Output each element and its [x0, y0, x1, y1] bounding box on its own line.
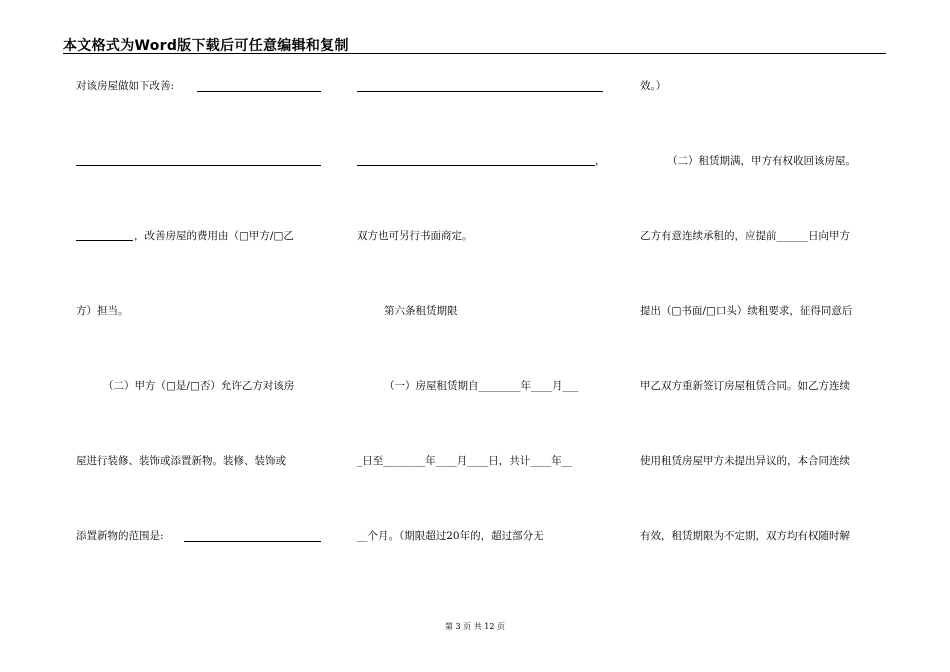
col1-blank-7 [184, 541, 321, 542]
col3-line-7: 有效，租赁期限为不定期，双方均有权随时解 [640, 530, 850, 542]
col1-line-7: 添置新物的范围是: [76, 530, 164, 542]
col1-blank-3 [76, 240, 133, 241]
col3-line-6: 使用租赁房屋甲方未提出异议的，本合同连续 [640, 455, 850, 467]
col2-line-6: _日至________年____月____日，共计____年__ [357, 455, 573, 467]
col2-line-7: __个月。（期限超过20年的，超过部分无 [357, 530, 544, 542]
col1-line-6: 屋进行装修、装饰或添置新物。装修、装饰或 [76, 455, 286, 467]
col3-line-1: 效。） [640, 80, 667, 92]
header-divider [63, 53, 886, 54]
col2-blank-2 [357, 165, 595, 166]
col1-blank-1 [197, 91, 321, 92]
col2-line-5: （一）房屋租赁期自________年____月___ [384, 380, 579, 392]
col1-line-4: 方）担当。 [76, 305, 129, 317]
col3-line-3: 乙方有意连续承租的，应提前______日向甲方 [640, 230, 850, 242]
col2-blank-1 [357, 91, 603, 92]
col2-line-3: 双方也可另行书面商定。 [357, 230, 473, 242]
col1-line-5: （二）甲方（□是/□否）允许乙方对该房 [103, 380, 295, 392]
col3-line-4: 提出（□书面/□口头）续租要求，征得同意后 [640, 305, 853, 317]
col3-line-2: （二）租赁期满，甲方有权收回该房屋。 [667, 155, 856, 167]
col3-line-5: 甲乙双方重新签订房屋租赁合同。如乙方连续 [640, 380, 850, 392]
col1-line-3: ，改善房屋的费用由（□甲方/□乙 [134, 230, 294, 242]
col1-line-1: 对该房屋做如下改善: [76, 80, 175, 92]
col2-line-2-end: ， [595, 155, 606, 167]
page-number: 第 3 页 共 12 页 [445, 622, 505, 631]
col1-blank-2 [76, 165, 321, 166]
section-heading-article-6: 第六条租赁期限 [384, 305, 458, 317]
document-header-title: 本文格式为Word版下载后可任意编辑和复制 [63, 38, 349, 54]
